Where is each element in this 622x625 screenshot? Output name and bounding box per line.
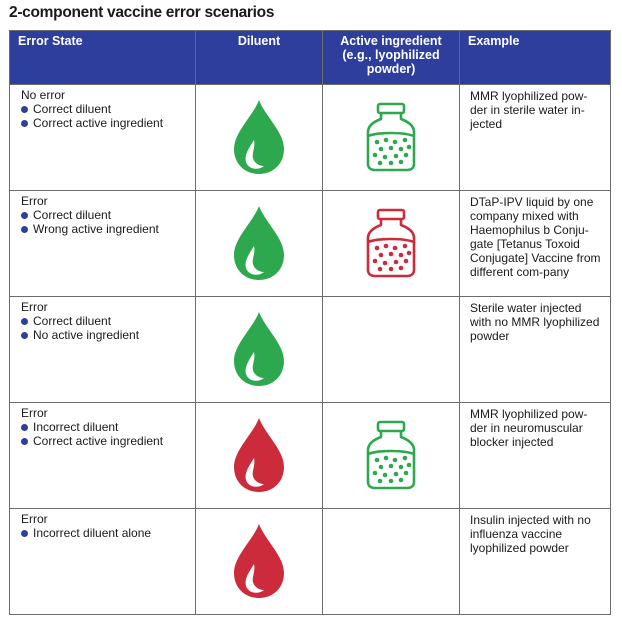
red-vial-icon	[365, 208, 417, 278]
active-ingredient-cell	[323, 403, 460, 509]
bullet-text: Incorrect diluent alone	[33, 526, 152, 540]
error-state-label: Error	[21, 406, 48, 420]
error-state-label: Error	[21, 300, 48, 314]
error-scenarios-table	[9, 30, 611, 615]
bullet-text: Correct diluent	[33, 314, 112, 328]
green-drop-icon	[231, 204, 287, 282]
table-header-row	[10, 31, 611, 85]
example-cell	[460, 509, 611, 615]
bullet-dot-icon	[21, 226, 28, 233]
red-drop-icon	[231, 416, 287, 494]
bullet-text: No active ingredient	[33, 328, 140, 342]
bullet-text: Correct active ingredient	[33, 116, 164, 130]
bullet-dot-icon	[21, 424, 28, 431]
example-text: DTaP-IPV liquid by one company mixed with Haemophilus b Conju-gate [Tetanus Toxoid Conjugate] Vaccine from different com-pany	[470, 195, 601, 279]
bullet-item	[10, 420, 195, 434]
bullet-item	[10, 116, 195, 130]
green-vial-icon	[365, 420, 417, 490]
error-state-label: Error	[21, 512, 48, 526]
green-vial-icon	[365, 102, 417, 172]
active-ingredient-cell	[323, 191, 460, 297]
example-text: MMR lyophilized pow-der in sterile water in-jected	[470, 89, 588, 131]
example-cell	[460, 297, 611, 403]
bullet-dot-icon	[21, 120, 28, 127]
error-state-label: Error	[21, 194, 48, 208]
column-header-example: Example	[460, 31, 611, 85]
error-state-cell	[10, 403, 196, 509]
column-header-error-state: Error State	[10, 31, 196, 85]
example-text: MMR lyophilized pow-der in neuromuscular blocker injected	[470, 407, 588, 449]
bullet-item	[10, 434, 195, 448]
table-row	[10, 297, 611, 403]
green-drop-icon	[231, 98, 287, 176]
error-state-cell	[10, 509, 196, 615]
column-header-diluent: Diluent	[196, 31, 323, 85]
example-text: Sterile water injected with no MMR lyophilized powder	[470, 301, 600, 343]
table-row	[10, 85, 611, 191]
active-ingredient-cell	[323, 297, 460, 403]
error-state-cell	[10, 191, 196, 297]
diluent-cell	[196, 85, 323, 191]
diluent-cell	[196, 403, 323, 509]
column-header-active-ingredient: Active ingredient (e.g., lyophilized powder)	[323, 31, 460, 85]
table-row	[10, 191, 611, 297]
example-cell	[460, 403, 611, 509]
red-drop-icon	[231, 522, 287, 600]
example-cell	[460, 191, 611, 297]
bullet-text: Wrong active ingredient	[33, 222, 159, 236]
green-drop-icon	[231, 310, 287, 388]
bullet-text: Incorrect diluent	[33, 420, 119, 434]
bullet-item	[10, 314, 195, 328]
diluent-cell	[196, 509, 323, 615]
error-state-cell	[10, 297, 196, 403]
table-row	[10, 509, 611, 615]
bullet-item	[10, 208, 195, 222]
diluent-cell	[196, 297, 323, 403]
active-ingredient-cell	[323, 509, 460, 615]
example-text: Insulin injected with no influenza vaccine lyophilized powder	[470, 513, 591, 555]
bullet-dot-icon	[21, 332, 28, 339]
page-title: 2-component vaccine error scenarios	[9, 4, 275, 21]
bullet-dot-icon	[21, 438, 28, 445]
active-ingredient-cell	[323, 85, 460, 191]
diluent-cell	[196, 191, 323, 297]
bullet-item	[10, 328, 195, 342]
bullet-item	[10, 222, 195, 236]
bullet-text: Correct active ingredient	[33, 434, 164, 448]
bullet-dot-icon	[21, 212, 28, 219]
table-row	[10, 403, 611, 509]
error-state-label: No error	[21, 88, 66, 102]
bullet-item	[10, 102, 195, 116]
bullet-dot-icon	[21, 106, 28, 113]
error-state-cell	[10, 85, 196, 191]
bullet-text: Correct diluent	[33, 208, 112, 222]
bullet-item	[10, 526, 195, 540]
bullet-dot-icon	[21, 530, 28, 537]
example-cell	[460, 85, 611, 191]
bullet-dot-icon	[21, 318, 28, 325]
bullet-text: Correct diluent	[33, 102, 112, 116]
